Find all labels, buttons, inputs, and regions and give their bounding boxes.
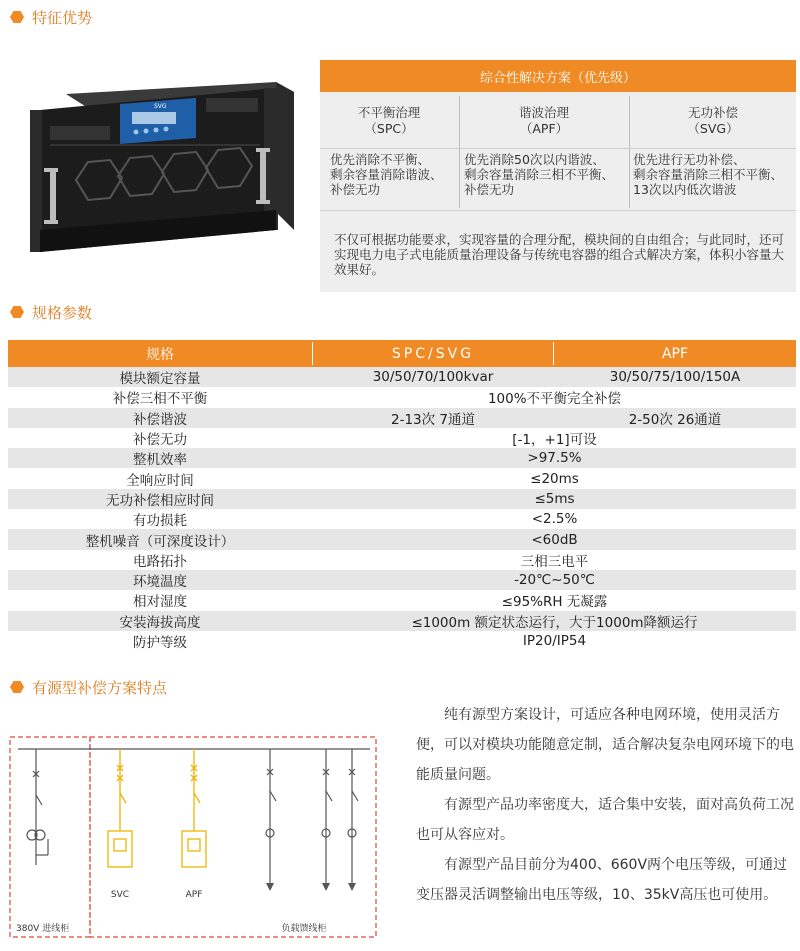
spec-row <box>8 570 796 590</box>
spec-row-value-apf: 2-50次 26通道 <box>628 411 722 428</box>
active-description <box>416 700 796 910</box>
spec-row-value-apf: 30/50/75/100/150A <box>609 369 741 386</box>
feature-panel <box>320 60 796 292</box>
hexagon-bullet-icon <box>10 306 24 318</box>
spec-row <box>8 367 796 387</box>
spec-row-label: 电路拓扑 <box>133 553 187 570</box>
spec-row <box>8 468 796 488</box>
spec-row <box>8 489 796 509</box>
spec-row <box>8 448 796 468</box>
spec-row-value: -20℃~50℃ <box>514 572 595 589</box>
spec-header-label: 规格 <box>146 346 174 363</box>
section-heading-features: 特征优势 <box>10 6 92 28</box>
feature-col-svg-body: 优先进行无功补偿、 剩余容量消除三相不平衡、 13次以内低次谐波 <box>633 152 784 197</box>
spec-row-label: 整机噪音（可深度设计） <box>85 533 235 550</box>
spec-row <box>8 428 796 448</box>
spec-row <box>8 611 796 631</box>
spec-row-label: 模块额定容量 <box>119 371 201 388</box>
spec-row-value: 100%不平衡完全补偿 <box>487 391 622 408</box>
spec-row-label: 补偿无功 <box>133 432 187 449</box>
spec-row-value: IP20/IP54 <box>522 633 587 649</box>
spec-row-label: 环境温度 <box>133 574 187 591</box>
feature-col-apf-body: 优先消除50次以内谐波、 剩余容量消除三相不平衡、 补偿无功 <box>464 152 615 197</box>
diagram-label-feeder: 负载馈线柜 <box>281 924 327 934</box>
spec-row-value: >97.5% <box>527 450 582 467</box>
row-divider <box>320 210 796 211</box>
spec-row <box>8 631 796 651</box>
spec-row-label: 整机效率 <box>133 452 187 469</box>
spec-row <box>8 529 796 549</box>
spec-row-value-spc-svg: 2-13次 7通道 <box>390 411 476 428</box>
spec-row <box>8 550 796 570</box>
diagram-label-incoming: 380V 进线柜 <box>16 924 70 934</box>
description-paragraph: 有源型产品功率密度大，适合集中安装，面对高负荷工况也可从容应对。 <box>416 797 794 843</box>
spec-row-label: 安装海拔高度 <box>119 614 201 631</box>
spec-row-value-spc-svg: 30/50/70/100kvar <box>372 369 494 386</box>
spec-table-header <box>8 340 796 367</box>
spec-row-label: 补偿三相不平衡 <box>112 391 208 408</box>
feature-col-spc-body: 优先消除不平衡、 剩余容量消除谐波、 补偿无功 <box>330 152 443 197</box>
column-divider <box>629 96 630 208</box>
spec-header-apf: APF <box>661 345 689 362</box>
spec-row-label: 全响应时间 <box>126 472 194 489</box>
spec-table <box>8 340 796 651</box>
spec-row-label: 有功损耗 <box>133 513 187 530</box>
feature-panel-header: 综合性解决方案（优先级） <box>320 60 796 92</box>
description-paragraph: 纯有源型方案设计，可适应各种电网环境，使用灵活方便，可以对模块功能随意定制，适合解决复杂电网环境下的电能质量问题。 <box>416 707 794 783</box>
spec-row-label: 无功补偿相应时间 <box>106 492 214 509</box>
section-heading-active: 有源型补偿方案特点 <box>10 676 167 698</box>
column-divider <box>459 96 460 208</box>
feature-col-spc-header: 不平衡治理 （SPC） <box>357 105 421 136</box>
spec-row-value: <2.5% <box>531 511 578 528</box>
spec-row <box>8 408 796 428</box>
feature-col-apf-header: 谐波治理 （APF） <box>518 105 569 136</box>
feature-note: 不仅可根据功能要求，实现容量的合理分配，模块间的自由组合；与此同时，还可实现电力电子式电能质量治理设备与传统电容器的组合式解决方案，体积小容量大效果好。 <box>334 232 785 277</box>
hexagon-bullet-icon <box>10 11 24 23</box>
spec-row-value: ≤95%RH 无凝露 <box>501 594 608 611</box>
spec-header-spc-svg: SPC/SVG <box>391 345 475 362</box>
row-divider <box>320 148 796 149</box>
spec-row-label: 补偿谐波 <box>133 411 187 428</box>
svg-text:SVG: SVG <box>154 103 167 110</box>
spec-row-value: ≤20ms <box>530 470 579 487</box>
spec-row <box>8 387 796 407</box>
diagram-label-apf: APF <box>185 890 203 900</box>
spec-row <box>8 509 796 529</box>
spec-row-value: [-1，+1]可设 <box>512 432 597 449</box>
product-photo <box>28 80 296 255</box>
spec-row <box>8 590 796 610</box>
description-paragraph: 有源型产品目前分为400、660V两个电压等级，可通过变压器灵活调整输出电压等级，10、35kV高压也可使用。 <box>416 857 788 903</box>
hexagon-bullet-icon <box>10 681 24 693</box>
spec-row-label: 防护等级 <box>133 635 187 651</box>
spec-row-value: <60dB <box>531 531 578 548</box>
section-heading-specs: 规格参数 <box>10 301 92 323</box>
spec-row-label: 相对湿度 <box>133 594 187 611</box>
spec-row-value: 三相三电平 <box>520 553 589 570</box>
diagram-label-svc: SVC <box>110 890 130 900</box>
spec-row-value: ≤1000m 额定状态运行，大于1000m降额运行 <box>411 614 698 631</box>
single-line-diagram <box>8 735 380 945</box>
feature-col-svg-header: 无功补偿 （SVG） <box>687 105 739 136</box>
spec-row-value: ≤5ms <box>534 490 575 507</box>
